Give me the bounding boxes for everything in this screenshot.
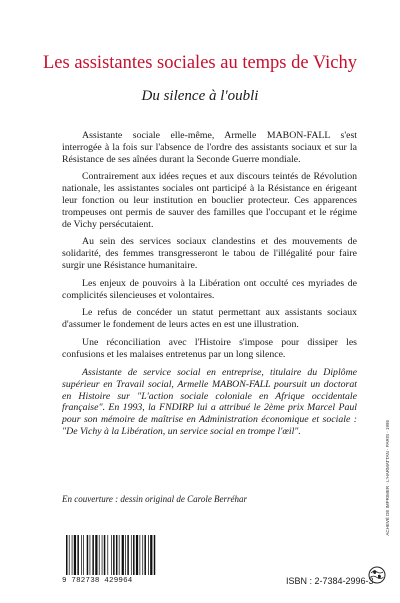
book-subtitle: Du silence à l'oubli <box>141 88 259 104</box>
summary-paragraph: Une réconciliation avec l'Histoire s'impose pour dissiper les confusions et les malaises entretenus par un long silence. <box>62 336 357 360</box>
isbn: ISBN : 2-7384-2996-3 <box>286 576 374 586</box>
barcode <box>62 535 172 587</box>
summary-paragraph: Le refus de concéder un statut permettant aux assistants sociaux d'assumer le fondement de leurs actes en est une illustration. <box>62 307 357 331</box>
book-title: Les assistantes sociales au temps de Vichy <box>42 53 357 73</box>
back-cover-summary <box>62 130 357 367</box>
author-bio-text: Assistante de service social en entreprise, titulaire du Diplôme supérieur en Travail social, Armelle MABON-FALL poursuit un doctorat en Histoire sur "L'action sociale coloniale en Afrique occidentale française". En 1993, la FNDIRP lui a attribué le 2ème prix Marcel Paul pour son mémoire de maîtrise en Administration économique et sociale : "De Vichy à la Libération, un service social en trompe l'œil". <box>62 367 357 437</box>
barcode-bars <box>62 535 172 577</box>
globe-logo-icon <box>368 566 386 584</box>
summary-paragraph: Les enjeux de pouvoirs à la Libération ont occulté ces myriades de complicités silencieuses et volontaires. <box>62 277 357 301</box>
summary-paragraph: Au sein des services sociaux clandestins et des mouvements de solidarité, des femmes transgresseront le tabou de l'illégalité pour faire surgir une Résistance humanitaire. <box>62 236 357 271</box>
author-bio <box>62 367 357 438</box>
barcode-digits: 9 782738 429964 <box>62 577 133 585</box>
printer-note: ACHEVÉ DE IMPRIMER · L'HARMATTAN · PARIS · 1995 <box>385 420 390 536</box>
summary-paragraph: Assistante sociale elle-même, Armelle MABON-FALL s'est interrogée à la fois sur l'absence de l'ordre des assistants sociaux et sur la Résistance de ses aînées durant la Seconde Guerre mondiale. <box>62 130 357 165</box>
summary-paragraph: Contrairement aux idées reçues et aux discours teintés de Révolution nationale, les assistantes sociales ont participé à la Résistance en érigeant leur fonction ou leur institution en bouclier protecteur. Ces apparences trompeuses ont permis de sauver des familles que l'occupant et le régime de Vichy persécutaient. <box>62 171 357 230</box>
cover-credit: En couverture : dessin original de Carole Berréhar <box>62 494 248 504</box>
